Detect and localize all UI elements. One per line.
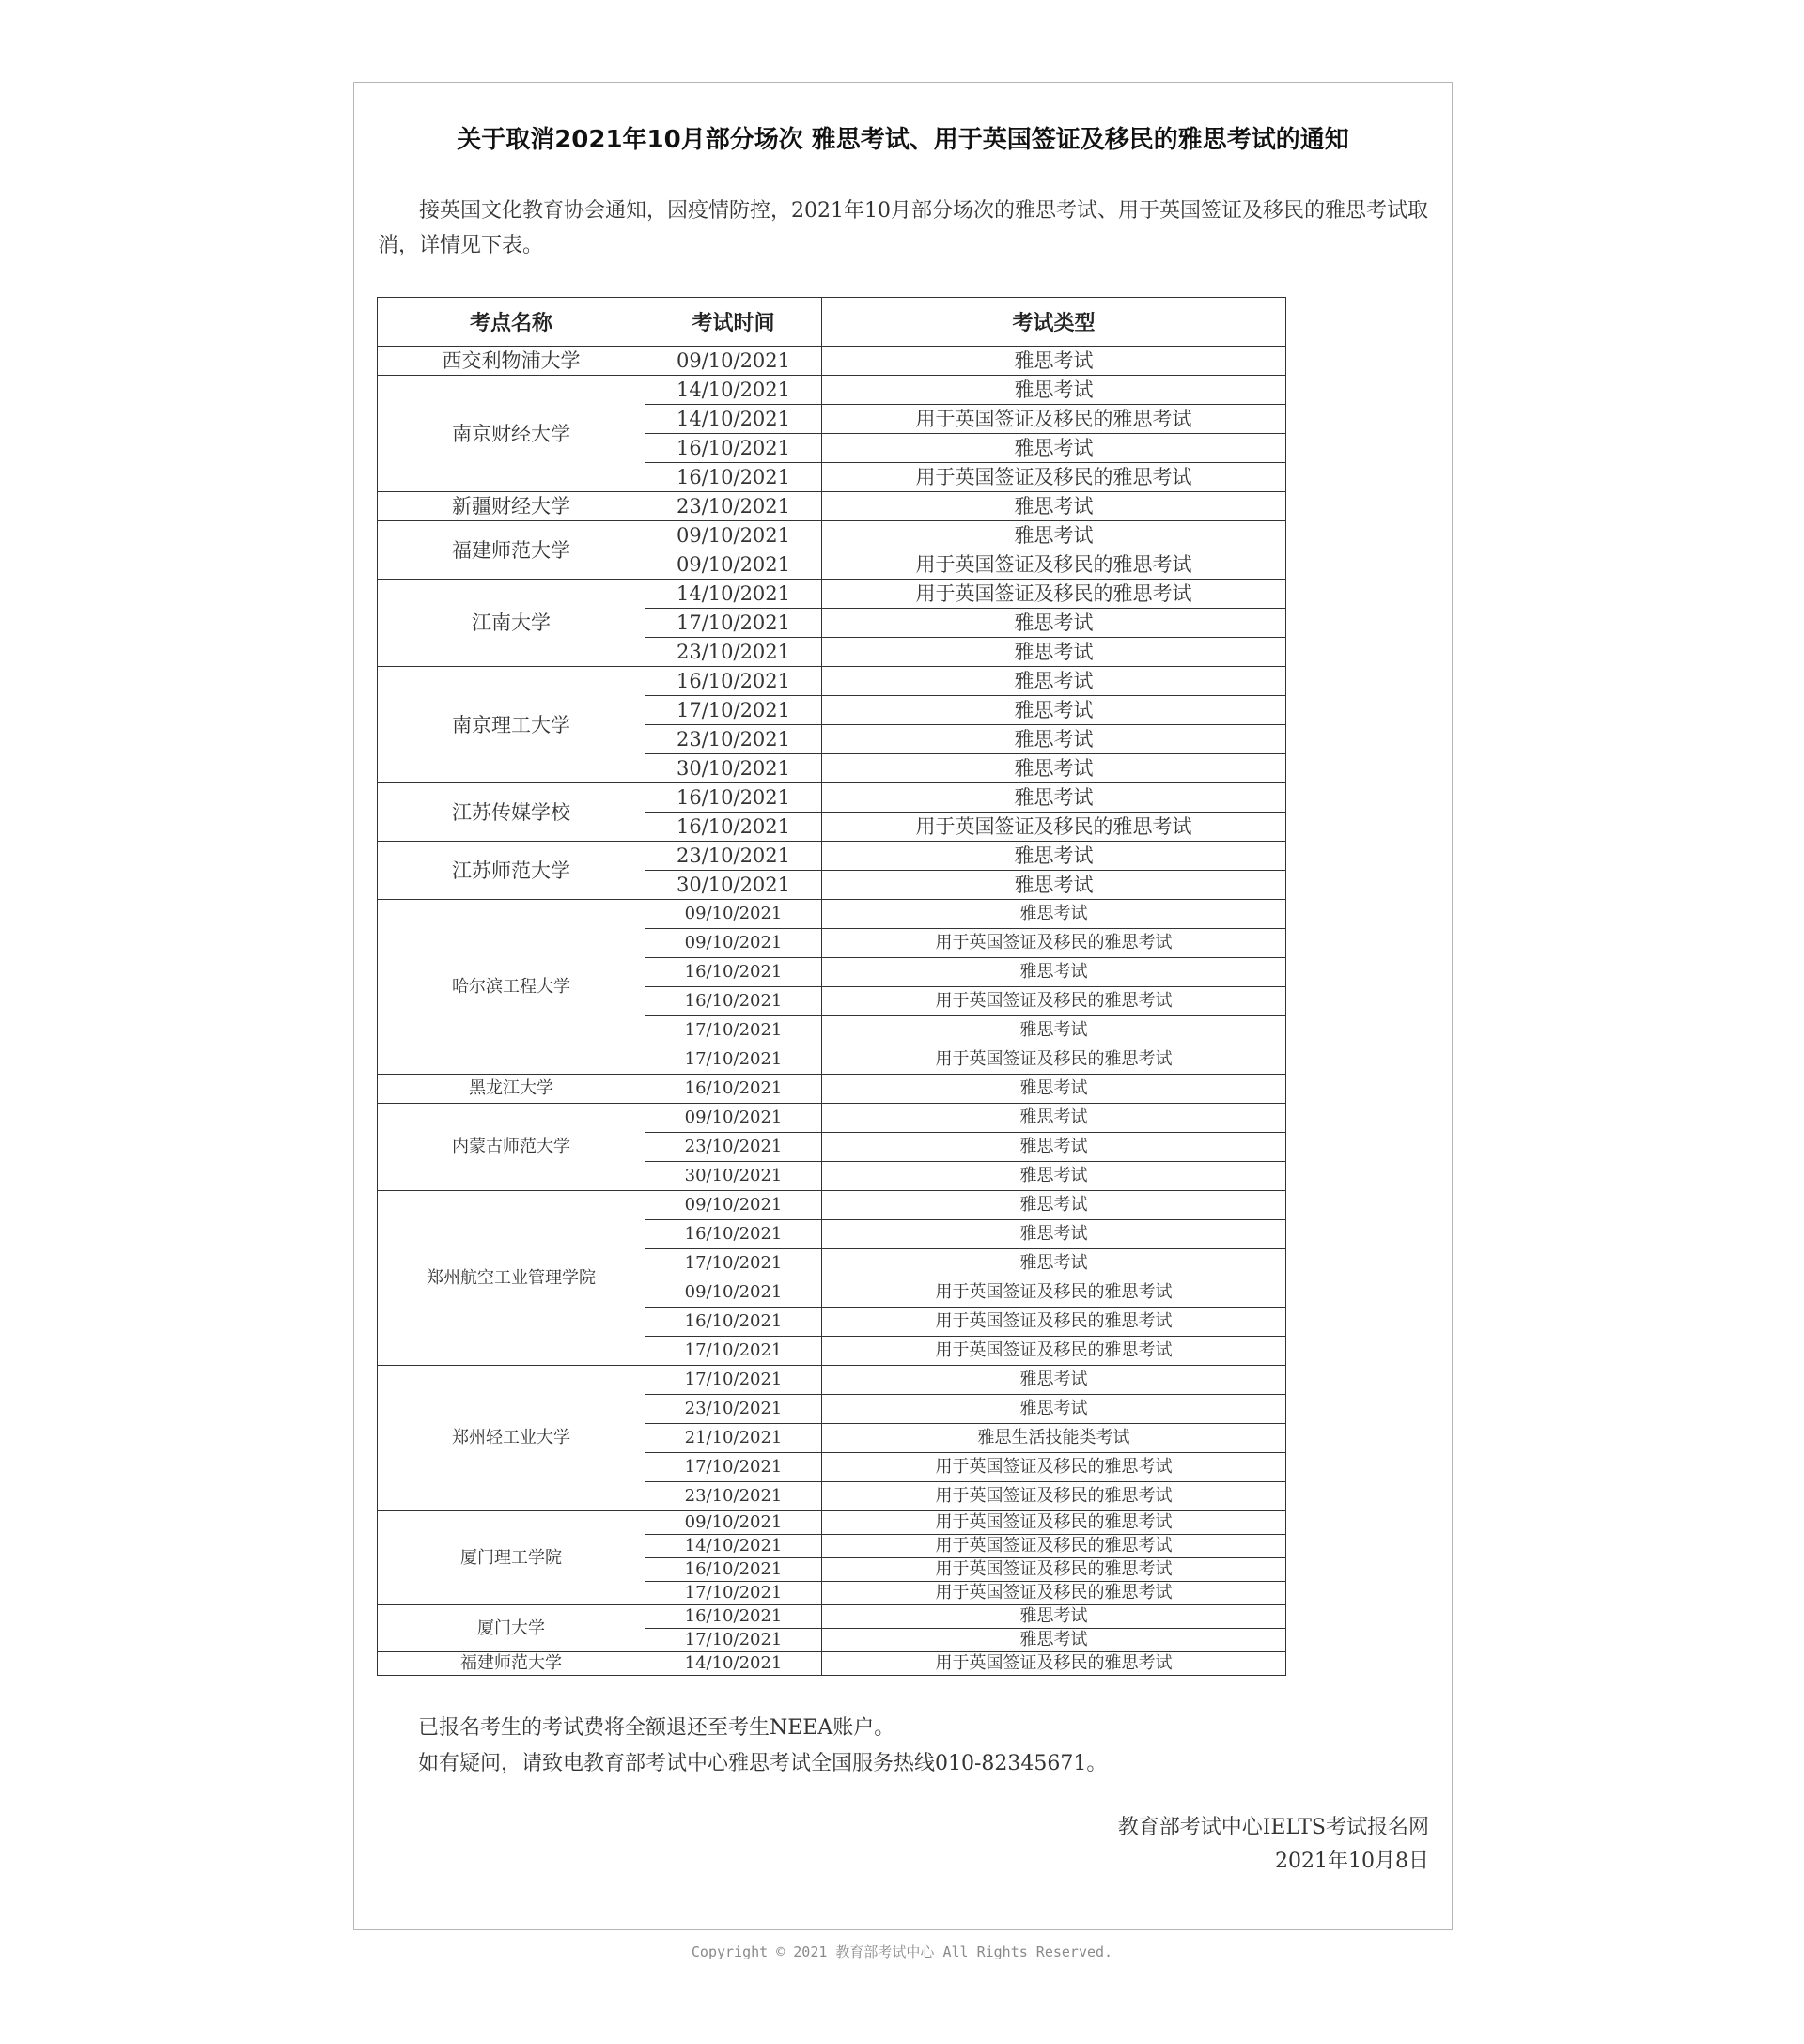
- venue-cell: 南京理工大学: [378, 667, 645, 783]
- table-row: [378, 492, 1286, 521]
- venue-cell: 南京财经大学: [378, 376, 645, 492]
- venue-cell: 江苏师范大学: [378, 842, 645, 900]
- type-cell: 用于英国签证及移民的雅思考试: [822, 1511, 1286, 1535]
- date-cell: 16/10/2021: [645, 958, 822, 987]
- type-cell: 雅思考试: [822, 783, 1286, 813]
- date-cell: 17/10/2021: [645, 1366, 822, 1395]
- type-cell: 用于英国签证及移民的雅思考试: [822, 1558, 1286, 1582]
- notes: [418, 1711, 1107, 1782]
- copyright-footer: Copyright © 2021 教育部考试中心 All Rights Reserved.: [691, 1943, 1113, 1960]
- venue-cell: 福建师范大学: [378, 521, 645, 580]
- type-cell: 雅思考试: [822, 1075, 1286, 1104]
- type-cell: 雅思考试: [822, 1104, 1286, 1133]
- type-cell: 雅思考试: [822, 609, 1286, 638]
- table-row: [378, 1104, 1286, 1133]
- date-cell: 16/10/2021: [645, 463, 822, 492]
- venue-cell: 郑州航空工业管理学院: [378, 1191, 645, 1366]
- type-cell: 雅思考试: [822, 347, 1286, 376]
- signature: [1118, 1811, 1429, 1879]
- header-type: 考试类型: [822, 298, 1286, 347]
- type-cell: 用于英国签证及移民的雅思考试: [822, 987, 1286, 1016]
- type-cell: 雅思考试: [822, 638, 1286, 667]
- date-cell: 16/10/2021: [645, 813, 822, 842]
- type-cell: 用于英国签证及移民的雅思考试: [822, 1482, 1286, 1511]
- table-row: [378, 347, 1286, 376]
- date-cell: 09/10/2021: [645, 1104, 822, 1133]
- type-cell: 雅思考试: [822, 1395, 1286, 1424]
- type-cell: 用于英国签证及移民的雅思考试: [822, 1453, 1286, 1482]
- type-cell: 雅思考试: [822, 434, 1286, 463]
- type-cell: 雅思考试: [822, 754, 1286, 783]
- table-row: [378, 1605, 1286, 1629]
- date-cell: 14/10/2021: [645, 1535, 822, 1558]
- date-cell: 09/10/2021: [645, 521, 822, 550]
- date-cell: 14/10/2021: [645, 405, 822, 434]
- type-cell: 用于英国签证及移民的雅思考试: [822, 1337, 1286, 1366]
- notice-title: 关于取消2021年10月部分场次 雅思考试、用于英国签证及移民的雅思考试的通知: [457, 126, 1349, 154]
- table-row: [378, 521, 1286, 550]
- date-cell: 16/10/2021: [645, 1075, 822, 1104]
- table-row: [378, 1075, 1286, 1104]
- type-cell: 用于英国签证及移民的雅思考试: [822, 929, 1286, 958]
- date-cell: 16/10/2021: [645, 1308, 822, 1337]
- venue-cell: 新疆财经大学: [378, 492, 645, 521]
- cancellation-table: [377, 297, 1286, 1676]
- date-cell: 17/10/2021: [645, 1016, 822, 1045]
- table-header-row: [378, 298, 1286, 347]
- type-cell: 雅思考试: [822, 376, 1286, 405]
- type-cell: 雅思考试: [822, 1605, 1286, 1629]
- date-cell: 17/10/2021: [645, 1337, 822, 1366]
- type-cell: 雅思考试: [822, 958, 1286, 987]
- type-cell: 雅思考试: [822, 1629, 1286, 1652]
- date-cell: 16/10/2021: [645, 987, 822, 1016]
- type-cell: 用于英国签证及移民的雅思考试: [822, 405, 1286, 434]
- date-cell: 16/10/2021: [645, 667, 822, 696]
- date-cell: 16/10/2021: [645, 1558, 822, 1582]
- note-refund: 已报名考生的考试费将全额退还至考生NEEA账户。: [418, 1716, 895, 1740]
- venue-cell: 郑州轻工业大学: [378, 1366, 645, 1511]
- venue-cell: 江南大学: [378, 580, 645, 667]
- date-cell: 17/10/2021: [645, 1249, 822, 1278]
- table-row: [378, 783, 1286, 813]
- type-cell: 用于英国签证及移民的雅思考试: [822, 1045, 1286, 1075]
- venue-cell: 黑龙江大学: [378, 1075, 645, 1104]
- table-row: [378, 1652, 1286, 1676]
- date-cell: 23/10/2021: [645, 842, 822, 871]
- table-row: [378, 1511, 1286, 1535]
- date-cell: 23/10/2021: [645, 1133, 822, 1162]
- type-cell: 用于英国签证及移民的雅思考试: [822, 1535, 1286, 1558]
- date-cell: 17/10/2021: [645, 1453, 822, 1482]
- date-cell: 16/10/2021: [645, 434, 822, 463]
- type-cell: 雅思考试: [822, 1191, 1286, 1220]
- date-cell: 14/10/2021: [645, 580, 822, 609]
- table-row: [378, 376, 1286, 405]
- date-cell: 17/10/2021: [645, 1629, 822, 1652]
- date-cell: 09/10/2021: [645, 929, 822, 958]
- type-cell: 用于英国签证及移民的雅思考试: [822, 550, 1286, 580]
- header-venue: 考点名称: [378, 298, 645, 347]
- date-cell: 16/10/2021: [645, 1220, 822, 1249]
- type-cell: 用于英国签证及移民的雅思考试: [822, 813, 1286, 842]
- venue-cell: 西交利物浦大学: [378, 347, 645, 376]
- type-cell: 用于英国签证及移民的雅思考试: [822, 1652, 1286, 1676]
- date-cell: 14/10/2021: [645, 1652, 822, 1676]
- date-cell: 09/10/2021: [645, 550, 822, 580]
- type-cell: 雅思考试: [822, 1133, 1286, 1162]
- type-cell: 雅思考试: [822, 1162, 1286, 1191]
- type-cell: 用于英国签证及移民的雅思考试: [822, 1278, 1286, 1308]
- table-row: [378, 580, 1286, 609]
- type-cell: 雅思考试: [822, 696, 1286, 725]
- type-cell: 雅思考试: [822, 1249, 1286, 1278]
- venue-cell: 厦门理工学院: [378, 1511, 645, 1605]
- date-cell: 16/10/2021: [645, 783, 822, 813]
- venue-cell: 福建师范大学: [378, 1652, 645, 1676]
- date-cell: 14/10/2021: [645, 376, 822, 405]
- date-cell: 17/10/2021: [645, 1045, 822, 1075]
- type-cell: 用于英国签证及移民的雅思考试: [822, 1582, 1286, 1605]
- type-cell: 雅思考试: [822, 900, 1286, 929]
- date-cell: 17/10/2021: [645, 609, 822, 638]
- date-cell: 23/10/2021: [645, 725, 822, 754]
- type-cell: 用于英国签证及移民的雅思考试: [822, 1308, 1286, 1337]
- type-cell: 用于英国签证及移民的雅思考试: [822, 580, 1286, 609]
- type-cell: 雅思考试: [822, 842, 1286, 871]
- type-cell: 雅思生活技能类考试: [822, 1424, 1286, 1453]
- date-cell: 30/10/2021: [645, 754, 822, 783]
- table-row: [378, 667, 1286, 696]
- signature-org: 教育部考试中心IELTS考试报名网: [1117, 1816, 1429, 1839]
- venue-cell: 内蒙古师范大学: [378, 1104, 645, 1191]
- type-cell: 雅思考试: [822, 1016, 1286, 1045]
- date-cell: 09/10/2021: [645, 1511, 822, 1535]
- date-cell: 09/10/2021: [645, 900, 822, 929]
- venue-cell: 哈尔滨工程大学: [378, 900, 645, 1075]
- type-cell: 雅思考试: [822, 1366, 1286, 1395]
- notice-page: [353, 82, 1453, 1930]
- date-cell: 23/10/2021: [645, 1395, 822, 1424]
- date-cell: 23/10/2021: [645, 638, 822, 667]
- date-cell: 30/10/2021: [645, 871, 822, 900]
- table-body: [378, 347, 1286, 1676]
- notice-intro: 接英国文化教育协会通知，因疫情防控，2021年10月部分场次的雅思考试、用于英国签证及移民的雅思考试取消，详情见下表。: [378, 199, 1428, 257]
- type-cell: 雅思考试: [822, 521, 1286, 550]
- type-cell: 雅思考试: [822, 667, 1286, 696]
- header-date: 考试时间: [645, 298, 822, 347]
- table-row: [378, 842, 1286, 871]
- note-hotline: 如有疑问，请致电教育部考试中心雅思考试全国服务热线010-82345671。: [418, 1752, 1108, 1775]
- date-cell: 09/10/2021: [645, 1191, 822, 1220]
- signature-date: 2021年10月8日: [1275, 1850, 1429, 1873]
- date-cell: 23/10/2021: [645, 492, 822, 521]
- date-cell: 30/10/2021: [645, 1162, 822, 1191]
- date-cell: 23/10/2021: [645, 1482, 822, 1511]
- venue-cell: 厦门大学: [378, 1605, 645, 1652]
- date-cell: 09/10/2021: [645, 347, 822, 376]
- type-cell: 用于英国签证及移民的雅思考试: [822, 463, 1286, 492]
- date-cell: 16/10/2021: [645, 1605, 822, 1629]
- table-row: [378, 1366, 1286, 1395]
- table-row: [378, 1191, 1286, 1220]
- date-cell: 17/10/2021: [645, 1582, 822, 1605]
- venue-cell: 江苏传媒学校: [378, 783, 645, 842]
- type-cell: 雅思考试: [822, 1220, 1286, 1249]
- date-cell: 21/10/2021: [645, 1424, 822, 1453]
- table-row: [378, 900, 1286, 929]
- type-cell: 雅思考试: [822, 725, 1286, 754]
- type-cell: 雅思考试: [822, 871, 1286, 900]
- date-cell: 17/10/2021: [645, 696, 822, 725]
- type-cell: 雅思考试: [822, 492, 1286, 521]
- date-cell: 09/10/2021: [645, 1278, 822, 1308]
